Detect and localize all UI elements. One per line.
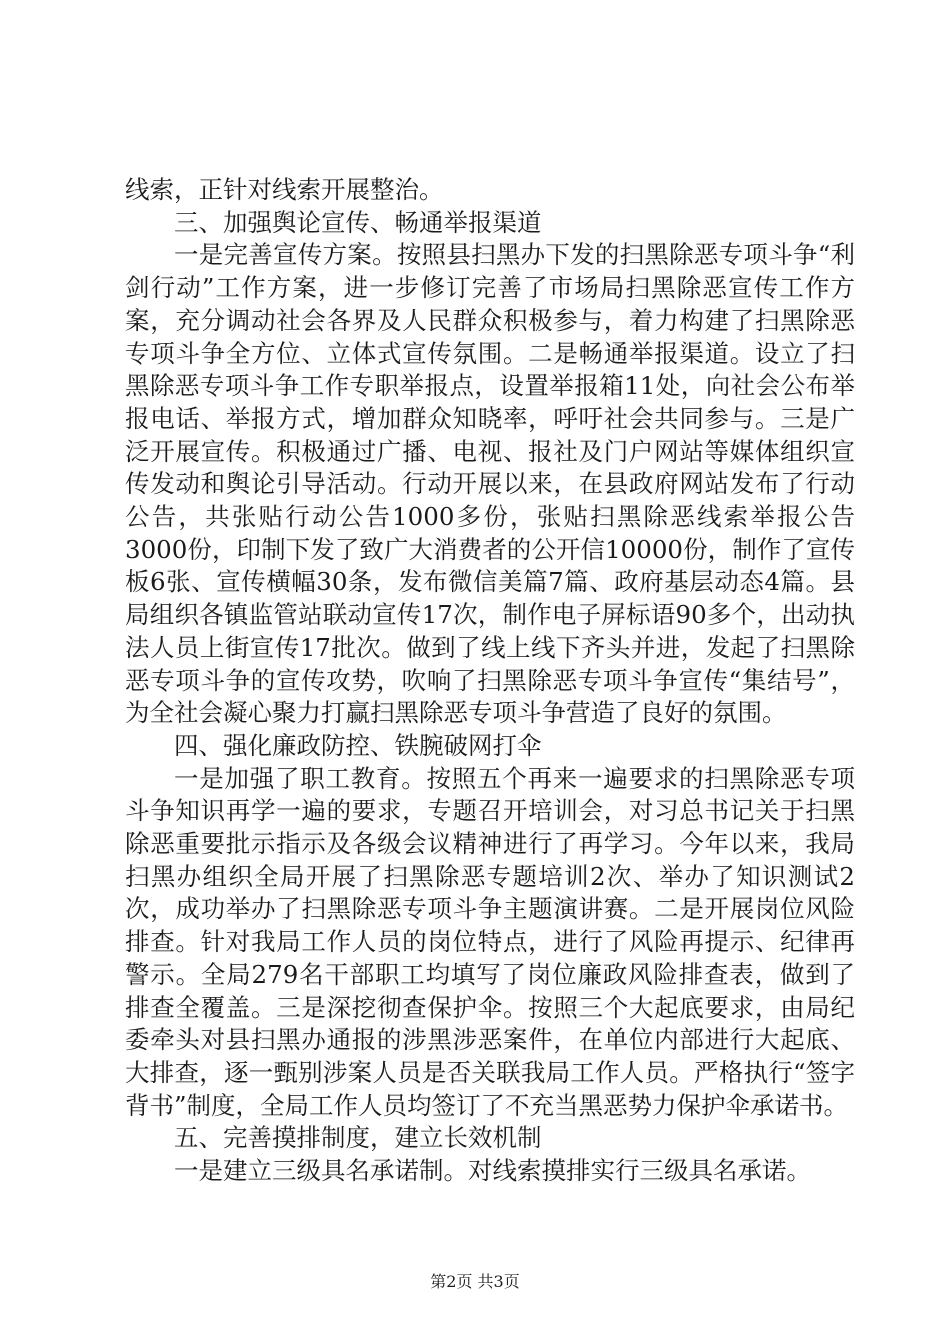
page-number-footer: 第2页 共3页 [430,1272,520,1291]
paragraph-continuation: 线索，正针对线索开展整治。 [125,175,444,204]
section-heading-5: 五、完善摸排制度，建立长效机制 [174,1123,542,1153]
paragraph-mechanism: 一是建立三级具名承诺制。对线索摸排实行三级具名承诺。 [174,1156,811,1186]
paragraph-integrity: 一是加强了职工教育。按照五个再来一遍要求的扫黑除恶专项斗争知识再学一遍的要求，专题召开培训会，对习总书记关于扫黑除恶重要批示指示及各级会议精神进行了再学习。今年以来，我局扫黑办组织全局开展了扫黑除恶专题培训2次、举办了知识测试2次，成功举办了扫黑除恶专项斗争主题演讲赛。二是开展岗位风险排查。针对我局工作人员的岗位特点，进行了风险再提示、纪律再警示。全局279名干部职工均填写了岗位廉政风险排查表，做到了排查全覆盖。三是深挖彻查保护伞。按照三个大起底要求，由局纪委牵头对县扫黑办通报的涉黑涉恶案件，在单位内部进行大起底、大排查，逐一甄别涉案人员是否关联我局工作人员。严格执行“签字背书”制度，全局工作人员均签订了不充当黑恶势力保护伞承诺书。 [125,763,855,1120]
document-body [125,174,855,1188]
section-heading-4: 四、强化廉政防控、铁腕破网打伞 [174,730,542,760]
paragraph-publicity: 一是完善宣传方案。按照县扫黑办下发的扫黑除恶专项斗争“利剑行动”工作方案，进一步修订完善了市场局扫黑除恶宣传工作方案，充分调动社会各界及人民群众积极参与，着力构建了扫黑除恶专项斗争全方位、立体式宣传氛围。二是畅通举报渠道。设立了扫黑除恶专项斗争工作专职举报点，设置举报箱11处，向社会公布举报电话、举报方式，增加群众知晓率，呼吁社会共同参与。三是广泛开展宣传。积极通过广播、电视、报社及门户网站等媒体组织宣传发动和舆论引导活动。行动开展以来，在县政府网站发布了行动公告，共张贴行动公告1000多份，张贴扫黑除恶线索举报公告3000份，印制下发了致广大消费者的公开信10000份，制作了宣传板6张、宣传横幅30条，发布微信美篇7篇、政府基层动态4篇。县局组织各镇监管站联动宣传17次，制作电子屏标语90多个，出动执法人员上街宣传17批次。做到了线上线下齐头并进，发起了扫黑除恶专项斗争的宣传攻势，吹响了扫黑除恶专项斗争宣传“集结号”，为全社会凝心聚力打赢扫黑除恶专项斗争营造了良好的氛围。 [125,240,855,728]
section-heading-3: 三、加强舆论宣传、畅通举报渠道 [174,207,542,237]
